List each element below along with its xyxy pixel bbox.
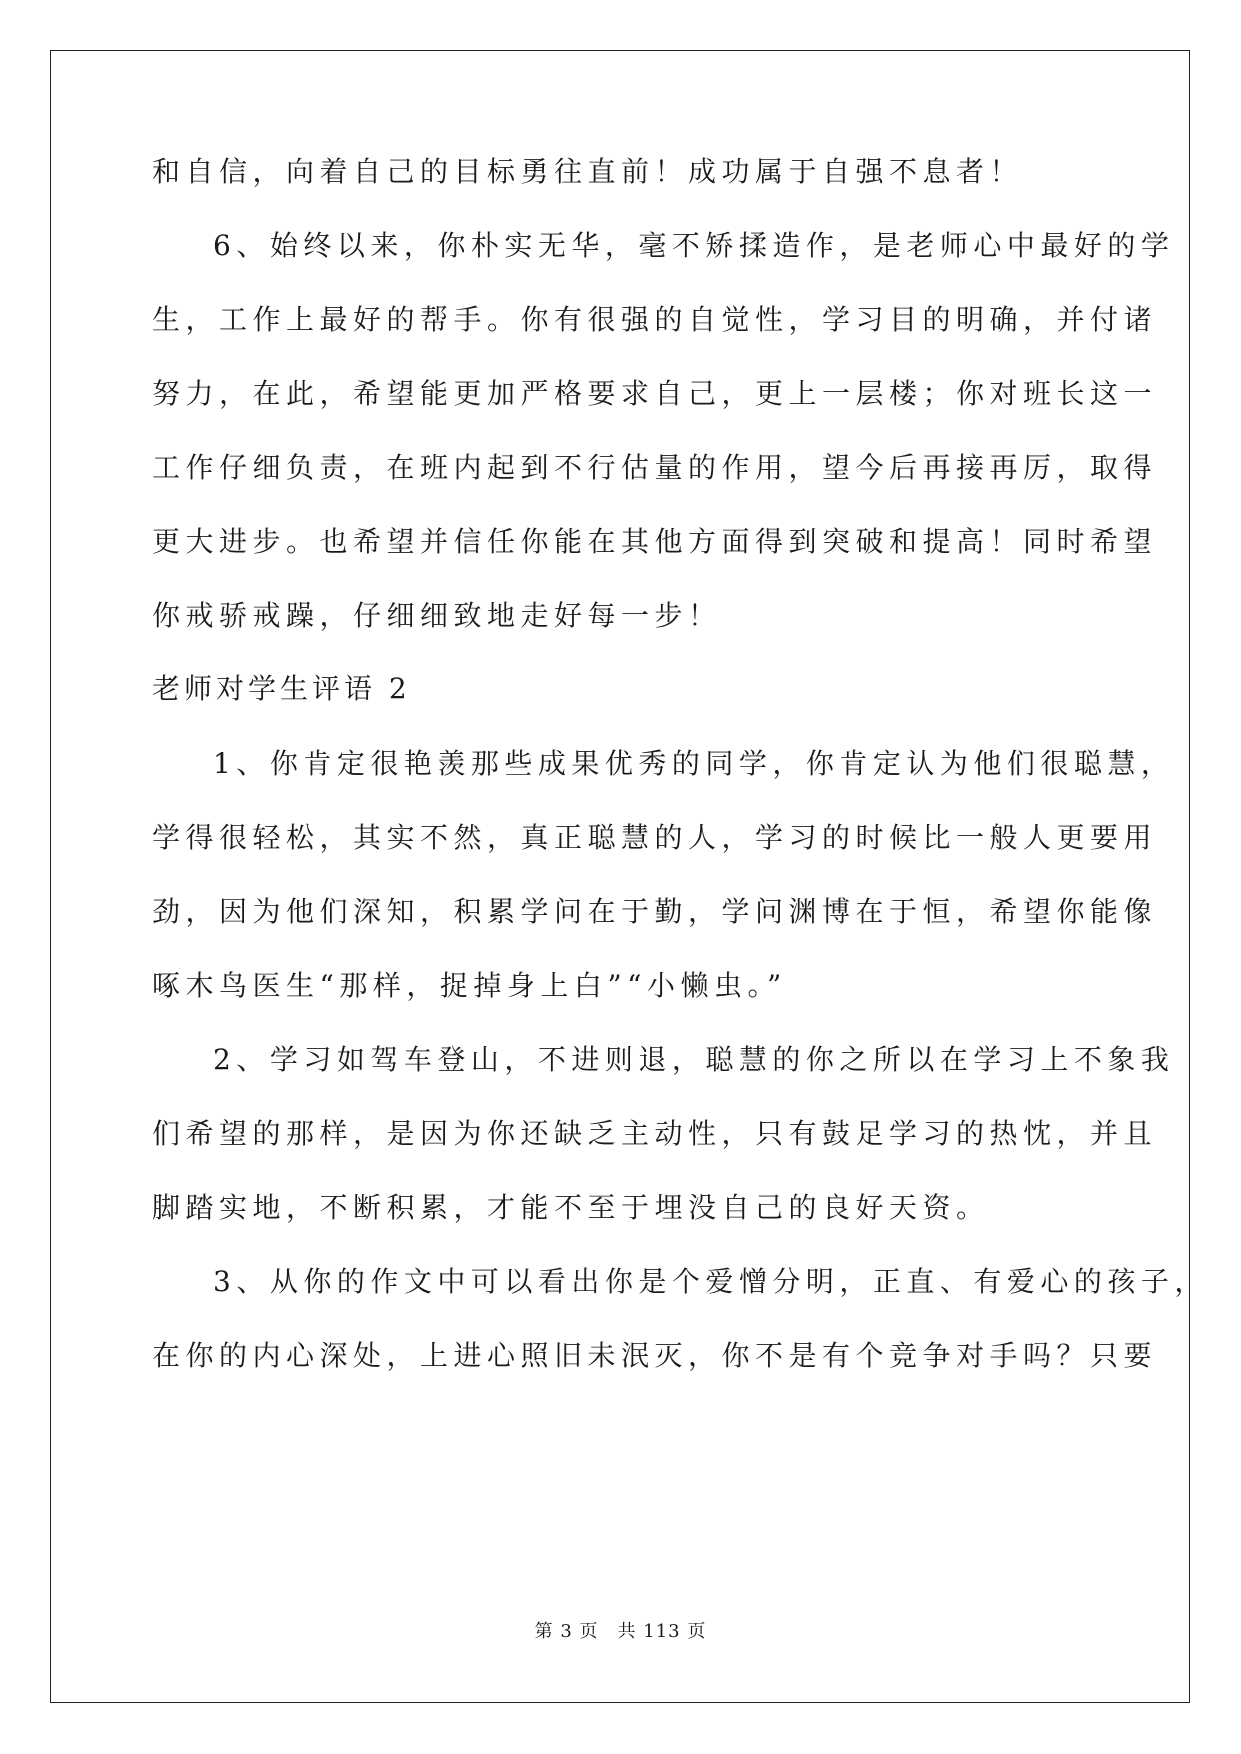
- paragraph-line: 6、始终以来，你朴实无华，毫不矫揉造作，是老师心中最好的学: [213, 229, 1175, 262]
- paragraph-line: 1、你肯定很艳羡那些成果优秀的同学，你肯定认为他们很聪慧，: [213, 747, 1175, 780]
- page-number-footer: 第 3 页 共 113 页: [534, 1621, 707, 1642]
- paragraph-line: 学得很轻松，其实不然，真正聪慧的人，学习的时候比一般人更要用: [152, 821, 1158, 854]
- paragraph-line: 你戒骄戒躁，仔细细致地走好每一步！: [152, 599, 722, 632]
- paragraph-line: 生，工作上最好的帮手。你有很强的自觉性，学习目的明确，并付诸: [152, 303, 1158, 336]
- paragraph-line: 们希望的那样，是因为你还缺乏主动性，只有鼓足学习的热忱，并且: [152, 1117, 1158, 1150]
- paragraph-line: 脚踏实地，不断积累，才能不至于埋没自己的良好天资。: [152, 1191, 990, 1224]
- paragraph-line: 劲，因为他们深知，积累学问在于勤，学问渊博在于恒，希望你能像: [152, 895, 1158, 928]
- paragraph-line: 努力，在此，希望能更加严格要求自己，更上一层楼；你对班长这一: [152, 377, 1158, 410]
- paragraph-line: 3、从你的作文中可以看出你是个爱憎分明，正直、有爱心的孩子，: [213, 1265, 1208, 1298]
- paragraph-line: 工作仔细负责，在班内起到不行估量的作用，望今后再接再厉，取得: [152, 451, 1158, 484]
- paragraph-line: 啄木鸟医生“那样，捉掉身上白”“小懒虫。”: [152, 969, 787, 1002]
- paragraph-line: 更大进步。也希望并信任你能在其他方面得到突破和提高！同时希望: [152, 525, 1158, 558]
- section-heading: 老师对学生评语 2: [152, 672, 411, 705]
- paragraph-line: 2、学习如驾车登山，不进则退，聪慧的你之所以在学习上不象我: [213, 1043, 1175, 1076]
- paragraph-line: 在你的内心深处，上进心照旧未泯灭，你不是有个竞争对手吗？只要: [152, 1339, 1158, 1372]
- page-border: [50, 50, 1190, 1703]
- paragraph-line: 和自信，向着自己的目标勇往直前！成功属于自强不息者！: [152, 155, 1024, 188]
